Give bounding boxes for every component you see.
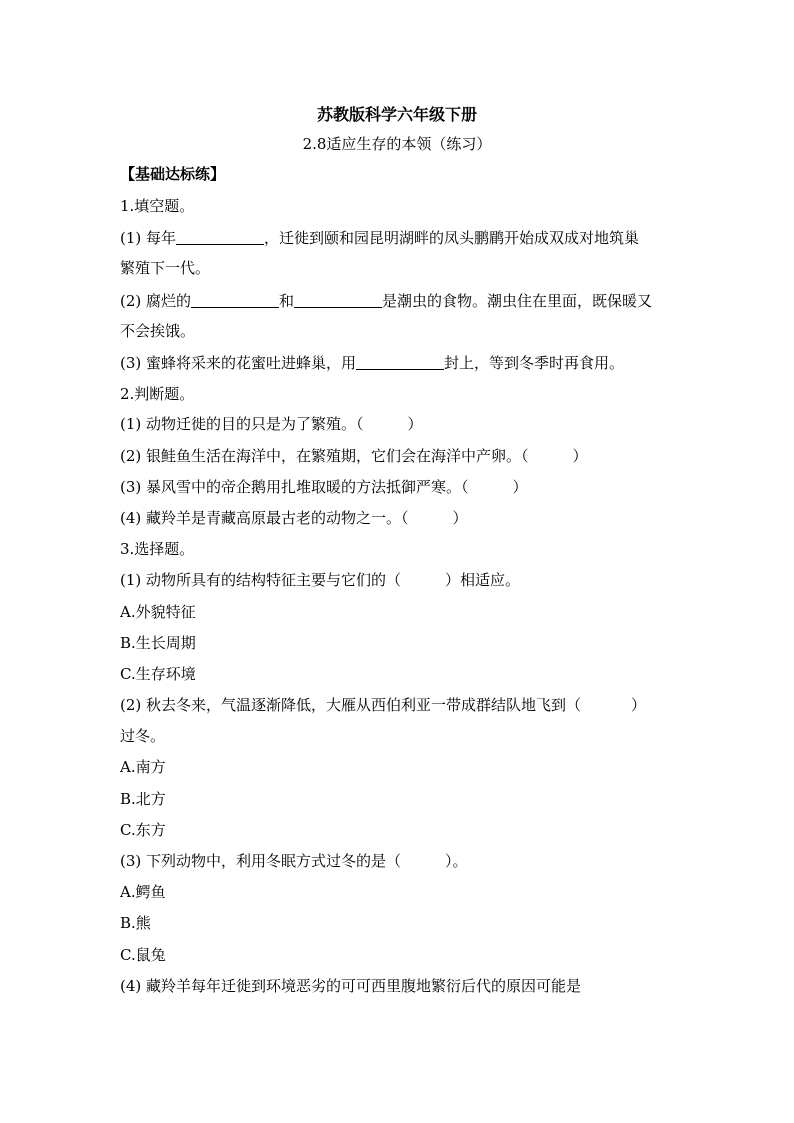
q1-item2-line1 [120,291,690,311]
q1-item3-text-b: 封上，等到冬季时再食用。 [444,354,625,372]
q2-item4-close: ） [452,509,468,527]
q1-item1-blank[interactable] [176,228,264,245]
q3-heading: 3.选择题。 [120,540,195,558]
q2-item1 [120,414,690,434]
q1-item2-blank-2[interactable] [294,291,382,308]
q3-item3-text: (3) 下列动物中，利用冬眠方式过冬的是（ [120,852,402,870]
q3-item2-line1 [120,695,690,715]
q3-item3-option-c[interactable]: C.鼠兔 [120,946,166,964]
q2-heading: 2.判断题。 [120,385,195,403]
q1-item3-blank[interactable] [356,353,444,370]
q2-item3-close: ） [512,478,528,496]
q1-heading: 1.填空题。 [120,197,195,215]
q2-item2 [120,446,690,466]
q3-item2-option-a[interactable]: A.南方 [120,758,166,776]
document-subtitle: 2.8适应生存的本领（练习） [302,135,492,153]
q1-item2-text-c: 是潮虫的食物。潮虫住在里面，既保暖又 [382,292,653,310]
q3-item2-close: ） [631,696,647,714]
section-heading: 【基础达标练】 [120,165,226,183]
q3-item3-option-a[interactable]: A.鳄鱼 [120,883,166,901]
q1-item2-text-b: 和 [279,292,295,310]
q3-item1-option-a[interactable]: A.外貌特征 [120,603,196,621]
q2-item4-text: (4) 藏羚羊是青藏高原最古老的动物之一。（ [120,509,409,527]
q3-item3-option-b[interactable]: B.熊 [120,914,151,932]
q2-item4 [120,508,690,528]
q1-item1-line1 [120,228,690,248]
q2-item3-text: (3) 暴风雪中的帝企鹅用扎堆取暖的方法抵御严寒。（ [120,478,469,496]
q1-item3-text-a: (3) 蜜蜂将采来的花蜜吐进蜂巢，用 [120,354,357,372]
q1-item1-line2: 繁殖下一代。 [120,259,211,277]
q2-item2-close: ） [572,447,588,465]
q3-item2-text: (2) 秋去冬来，气温逐渐降低，大雁从西伯利亚一带成群结队地飞到（ [120,696,582,714]
q1-item1-text-a: (1) 每年 [120,229,177,247]
document-title: 苏教版科学六年级下册 [316,105,477,124]
q1-item2-blank-1[interactable] [191,291,279,308]
q3-item3 [120,851,690,871]
q3-item2-option-b[interactable]: B.北方 [120,790,166,808]
q2-item1-text: (1) 动物迁徙的目的只是为了繁殖。（ [120,415,364,433]
q1-item3-line1 [120,353,690,373]
q1-item2-line2: 不会挨饿。 [120,322,196,340]
q2-item2-text: (2) 银鲑鱼生活在海洋中，在繁殖期，它们会在海洋中产卵。（ [120,447,529,465]
q2-item3 [120,477,690,497]
q3-item4: (4) 藏羚羊每年迁徙到环境恶劣的可可西里腹地繁衍后代的原因可能是 [120,977,582,995]
q3-item1-close: ）相适应。 [445,571,521,589]
q3-item1-option-b[interactable]: B.生长周期 [120,634,196,652]
q3-item2-line2: 过冬。 [120,727,166,745]
q1-item2-text-a: (2) 腐烂的 [120,292,192,310]
q3-item1-text: (1) 动物所具有的结构特征主要与它们的（ [120,571,402,589]
q3-item3-close: ）。 [445,852,468,870]
q3-item2-option-c[interactable]: C.东方 [120,821,166,839]
q2-item1-close: ） [407,415,423,433]
q3-item1 [120,570,690,590]
q1-item1-text-b: ，迁徙到颐和园昆明湖畔的凤头鹏鹛开始成双成对地筑巢 [264,229,640,247]
q3-item1-option-c[interactable]: C.生存环境 [120,665,196,683]
